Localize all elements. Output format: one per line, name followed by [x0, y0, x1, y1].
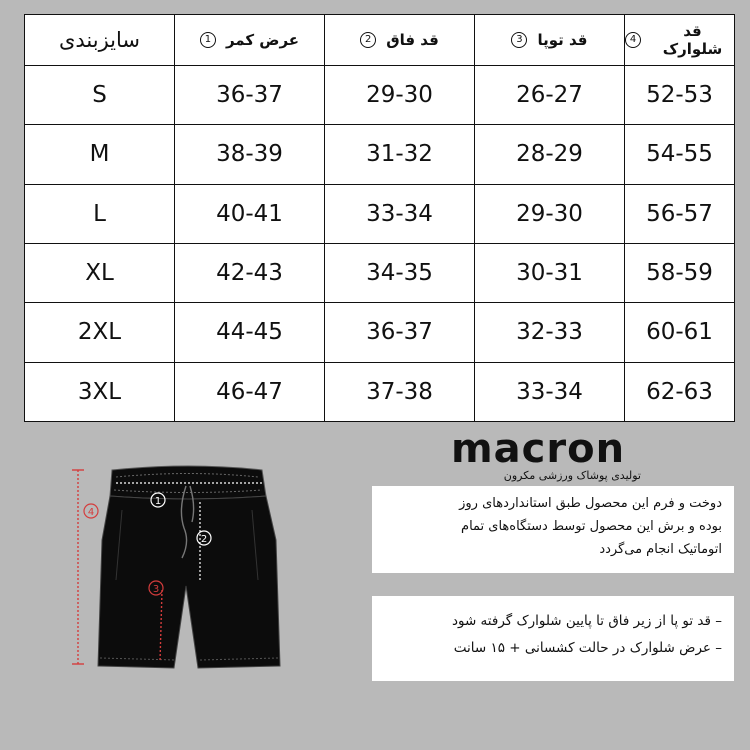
table-row — [25, 362, 735, 421]
note-line: – قد تو پا از زیر فاق تا پایین شلوارک گرفته شود — [451, 613, 722, 629]
cell-waist: 36-37 — [175, 66, 325, 125]
note-line: اتوماتیک انجام می‌گردد — [599, 542, 722, 557]
cell-inseam: 30-31 — [475, 243, 625, 302]
production-note-box — [372, 486, 734, 573]
cell-size: XL — [25, 243, 175, 302]
header-thigh — [325, 15, 475, 66]
marker-1-label: 1 — [154, 496, 162, 507]
cell-inseam: 32-33 — [475, 303, 625, 362]
note-line: – عرض شلوارک در حالت کشسانی + ۱۵ سانت — [453, 640, 722, 656]
cell-waist: 46-47 — [175, 362, 325, 421]
table-body — [25, 66, 735, 422]
cell-inseam: 28-29 — [475, 125, 625, 184]
brand-tagline: تولیدی پوشاک ورزشی مکرون — [503, 469, 641, 482]
cell-length: 60-61 — [625, 303, 735, 362]
measurement-note-box — [372, 596, 734, 681]
header-number-2: 2 — [360, 32, 376, 48]
header-waist-label: عرض کمر — [225, 31, 300, 49]
note-line: بوده و برش این محصول توسط دستگاه‌های تمام — [461, 519, 722, 534]
cell-thigh: 33-34 — [325, 184, 475, 243]
cell-size: 2XL — [25, 303, 175, 362]
header-inseam-label: قد توپا — [537, 31, 588, 49]
marker-3-label: 3 — [152, 584, 160, 595]
table-row — [25, 184, 735, 243]
cell-length: 62-63 — [625, 362, 735, 421]
cell-length: 58-59 — [625, 243, 735, 302]
cell-thigh: 29-30 — [325, 66, 475, 125]
cell-size: 3XL — [25, 362, 175, 421]
size-chart-table — [24, 14, 735, 422]
cell-length: 54-55 — [625, 125, 735, 184]
brand-logo — [451, 426, 651, 482]
cell-inseam: 29-30 — [475, 184, 625, 243]
cell-waist: 38-39 — [175, 125, 325, 184]
header-thigh-label: قد فاق — [386, 31, 439, 49]
cell-thigh: 37-38 — [325, 362, 475, 421]
shorts-measurement-diagram — [0, 430, 360, 750]
brand-wordmark: macron — [451, 426, 626, 472]
marker-4 — [84, 504, 98, 518]
cell-size: L — [25, 184, 175, 243]
table-row — [25, 66, 735, 125]
header-length — [625, 15, 735, 66]
table-row — [25, 243, 735, 302]
cell-length: 52-53 — [625, 66, 735, 125]
cell-inseam: 26-27 — [475, 66, 625, 125]
header-waist — [175, 15, 325, 66]
cell-thigh: 36-37 — [325, 303, 475, 362]
header-number-3: 3 — [511, 32, 527, 48]
table-row — [25, 303, 735, 362]
shorts-illustration — [98, 466, 280, 668]
cell-size: S — [25, 66, 175, 125]
table-row — [25, 125, 735, 184]
header-number-4: 4 — [625, 32, 641, 48]
cell-thigh: 34-35 — [325, 243, 475, 302]
table-header-row — [25, 15, 735, 66]
note-line: دوخت و فرم این محصول طبق استانداردهای روز — [459, 496, 722, 511]
marker-4-label: 4 — [87, 507, 95, 518]
header-number-1: 1 — [200, 32, 216, 48]
marker-2-label: 2 — [200, 534, 208, 545]
cell-length: 56-57 — [625, 184, 735, 243]
header-inseam — [475, 15, 625, 66]
cell-waist: 42-43 — [175, 243, 325, 302]
cell-inseam: 33-34 — [475, 362, 625, 421]
header-length-label: قد شلوارک — [662, 22, 723, 58]
header-size: سایزبندی — [25, 15, 175, 66]
cell-waist: 44-45 — [175, 303, 325, 362]
cell-size: M — [25, 125, 175, 184]
cell-thigh: 31-32 — [325, 125, 475, 184]
cell-waist: 40-41 — [175, 184, 325, 243]
